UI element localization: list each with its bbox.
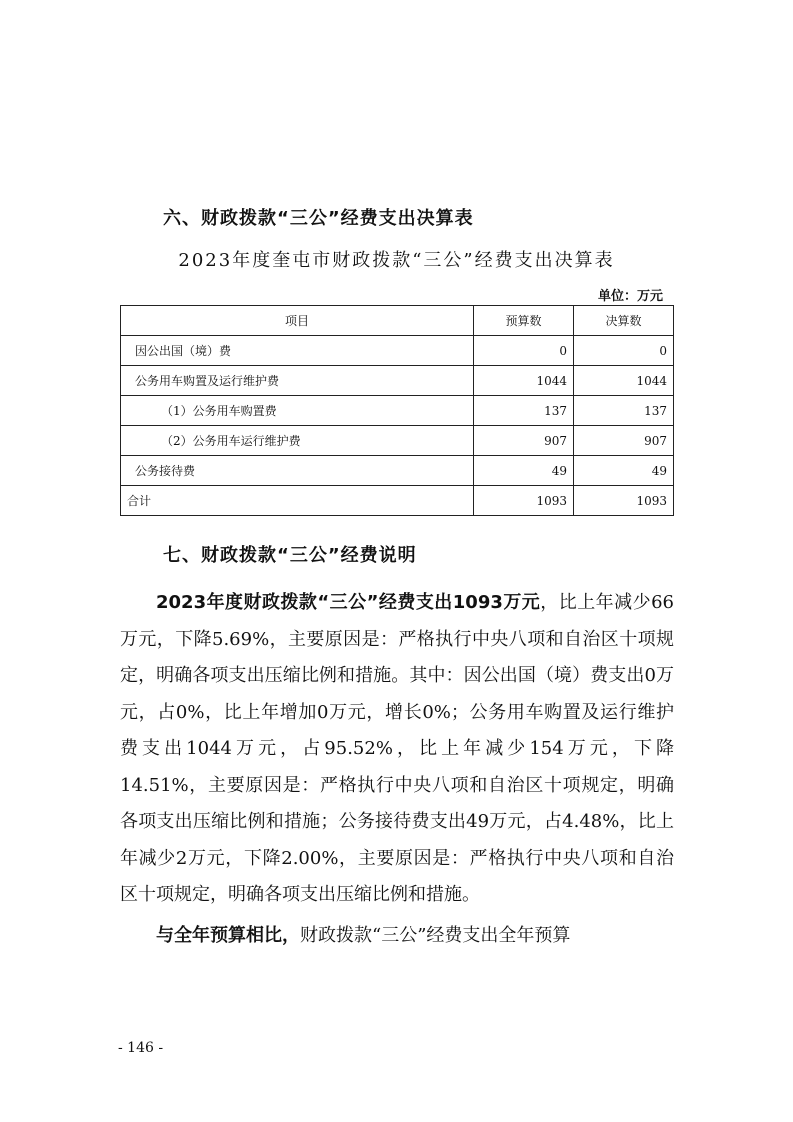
header-budget: 预算数 bbox=[474, 306, 574, 336]
table-row bbox=[121, 336, 674, 366]
row-final: 49 bbox=[574, 456, 674, 486]
table-row bbox=[121, 426, 674, 456]
row-item: 公务接待费 bbox=[121, 456, 474, 486]
header-final: 决算数 bbox=[574, 306, 674, 336]
table-row bbox=[121, 366, 674, 396]
row-final: 1044 bbox=[574, 366, 674, 396]
paragraph-2-text: 财政拨款“三公”经费支出全年预算 bbox=[300, 924, 571, 946]
row-item: （2）公务用车运行维护费 bbox=[121, 426, 474, 456]
paragraph-1 bbox=[120, 585, 674, 914]
row-budget: 907 bbox=[474, 426, 574, 456]
header-item: 项目 bbox=[121, 306, 474, 336]
table-header-row bbox=[121, 306, 674, 336]
section-7-heading: 七、财政拨款“三公”经费说明 bbox=[163, 545, 417, 566]
row-final: 0 bbox=[574, 336, 674, 366]
table-row bbox=[121, 456, 674, 486]
table-row bbox=[121, 396, 674, 426]
row-item: 因公出国（境）费 bbox=[121, 336, 474, 366]
paragraph-2-lead: 与全年预算相比， bbox=[156, 924, 300, 946]
row-final: 137 bbox=[574, 396, 674, 426]
table-title: 2023年度奎屯市财政拨款“三公”经费支出决算表 bbox=[178, 250, 615, 271]
row-budget: 137 bbox=[474, 396, 574, 426]
explanation-body bbox=[120, 585, 674, 954]
row-final: 1093 bbox=[574, 486, 674, 516]
row-final: 907 bbox=[574, 426, 674, 456]
row-item: 公务用车购置及运行维护费 bbox=[121, 366, 474, 396]
row-budget: 0 bbox=[474, 336, 574, 366]
unit-label: 单位：万元 bbox=[597, 289, 663, 304]
paragraph-1-text: ，比上年减少66万元，下降5.69%，主要原因是：严格执行中央八项和自治区十项规定，明确各项支出压缩比例和措施。其中：因公出国（境）费支出0万元，占0%，比上年增加0万元，增长0%；公务用车购置及运行维护费支出1044万元，占95.52%，比上年减少154万元，下降14.51%，主要原因是：严格执行中央八项和自治区十项规定，明确各项支出压缩比例和措施；公务接待费支出49万元，占4.48%，比上年减少2万元，下降2.00%，主要原因是：严格执行中央八项和自治区十项规定，明确各项支出压缩比例和措施。 bbox=[120, 592, 675, 905]
row-item: （1）公务用车购置费 bbox=[121, 396, 474, 426]
row-budget: 1044 bbox=[474, 366, 574, 396]
row-budget: 49 bbox=[474, 456, 574, 486]
page-number: - 146 - bbox=[118, 1040, 164, 1056]
section-6-heading: 六、财政拨款“三公”经费支出决算表 bbox=[163, 208, 474, 229]
three-public-expenses-table bbox=[120, 305, 674, 516]
row-item: 合计 bbox=[121, 486, 474, 516]
table-total-row bbox=[121, 486, 674, 516]
paragraph-2 bbox=[120, 918, 674, 955]
row-budget: 1093 bbox=[474, 486, 574, 516]
paragraph-1-lead: 2023年度财政拨款“三公”经费支出1093万元 bbox=[156, 592, 541, 613]
